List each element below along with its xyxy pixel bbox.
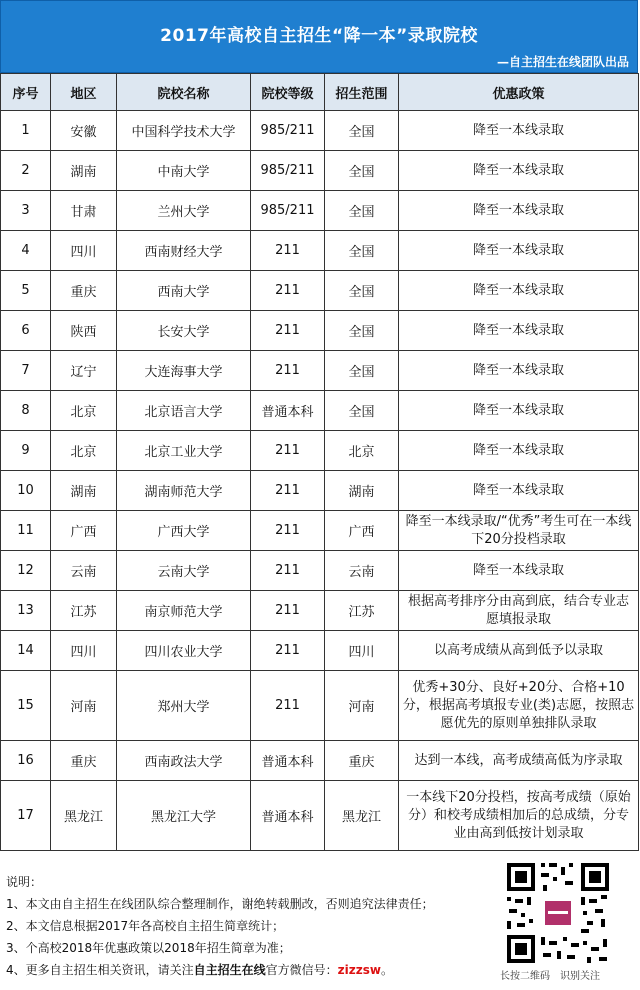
byline: —自主招生在线团队出品 — [496, 55, 629, 69]
col-header-level: 院校等级 — [251, 74, 325, 111]
row-region: 广西 — [51, 511, 117, 551]
table-row — [1, 631, 639, 671]
row-scope: 四川 — [325, 631, 399, 671]
row-policy: 降至一本线录取 — [399, 231, 639, 271]
row-scope: 湖南 — [325, 471, 399, 511]
row-region: 黑龙江 — [51, 781, 117, 851]
row-region: 四川 — [51, 231, 117, 271]
row-number: 8 — [1, 391, 51, 431]
row-level: 211 — [251, 551, 325, 591]
row-scope: 全国 — [325, 111, 399, 151]
row-level: 985/211 — [251, 111, 325, 151]
row-region: 河南 — [51, 671, 117, 741]
row-school: 云南大学 — [117, 551, 251, 591]
page-title: 2017年高校自主招生“降一本”录取院校 — [160, 26, 478, 46]
row-policy: 优秀+30分、良好+20分、合格+10分，根据高考填报专业(类)志愿，按照志愿优先的原则单独排队录取 — [399, 671, 639, 741]
row-level: 211 — [251, 231, 325, 271]
row-number: 6 — [1, 311, 51, 351]
table-row — [1, 511, 639, 551]
row-scope: 云南 — [325, 551, 399, 591]
table-row — [1, 741, 639, 781]
row-number: 5 — [1, 271, 51, 311]
row-scope: 全国 — [325, 151, 399, 191]
table-row — [1, 311, 639, 351]
table-row — [1, 781, 639, 851]
row-level: 普通本科 — [251, 391, 325, 431]
table-row — [1, 391, 639, 431]
row-number: 17 — [1, 781, 51, 851]
row-policy: 降至一本线录取 — [399, 111, 639, 151]
row-policy: 降至一本线录取 — [399, 191, 639, 231]
row-school: 长安大学 — [117, 311, 251, 351]
row-school: 北京工业大学 — [117, 431, 251, 471]
row-scope: 全国 — [325, 351, 399, 391]
row-level: 211 — [251, 431, 325, 471]
table-row — [1, 271, 639, 311]
row-scope: 江苏 — [325, 591, 399, 631]
note-4 — [6, 959, 434, 981]
row-number: 15 — [1, 671, 51, 741]
row-region: 辽宁 — [51, 351, 117, 391]
row-school: 兰州大学 — [117, 191, 251, 231]
row-number: 1 — [1, 111, 51, 151]
table-body — [1, 111, 639, 851]
admissions-table — [0, 73, 639, 851]
row-scope: 广西 — [325, 511, 399, 551]
table-row — [1, 591, 639, 631]
note-4-mid: 官方微信号： — [265, 963, 338, 977]
row-region: 江苏 — [51, 591, 117, 631]
note-3: 3、个高校2018年优惠政策以2018年招生简章为准； — [6, 941, 291, 955]
table-row — [1, 671, 639, 741]
row-region: 安徽 — [51, 111, 117, 151]
col-header-region: 地区 — [51, 74, 117, 111]
row-scope: 黑龙江 — [325, 781, 399, 851]
row-level: 211 — [251, 471, 325, 511]
row-policy: 降至一本线录取 — [399, 151, 639, 191]
row-level: 985/211 — [251, 151, 325, 191]
row-number: 14 — [1, 631, 51, 671]
row-number: 10 — [1, 471, 51, 511]
col-header-number: 序号 — [1, 74, 51, 111]
row-school: 北京语言大学 — [117, 391, 251, 431]
qr-caption: 长按二维码 识别关注 — [500, 971, 600, 982]
row-school: 西南大学 — [117, 271, 251, 311]
row-policy: 降至一本线录取 — [399, 551, 639, 591]
row-policy: 达到一本线，高考成绩高低为序录取 — [399, 741, 639, 781]
row-level: 211 — [251, 311, 325, 351]
qr-code[interactable] — [503, 859, 613, 967]
row-region: 四川 — [51, 631, 117, 671]
row-scope: 重庆 — [325, 741, 399, 781]
table-row — [1, 191, 639, 231]
wechat-id: zizzsw — [337, 963, 381, 977]
row-school: 四川农业大学 — [117, 631, 251, 671]
row-region: 重庆 — [51, 741, 117, 781]
notes — [6, 871, 434, 981]
row-level: 985/211 — [251, 191, 325, 231]
row-level: 211 — [251, 511, 325, 551]
row-level: 211 — [251, 271, 325, 311]
row-level: 211 — [251, 631, 325, 671]
row-policy: 降至一本线录取 — [399, 391, 639, 431]
table-row — [1, 231, 639, 271]
row-number: 12 — [1, 551, 51, 591]
note-4-end: 。 — [380, 963, 393, 977]
row-region: 重庆 — [51, 271, 117, 311]
row-policy: 降至一本线录取 — [399, 471, 639, 511]
row-region: 北京 — [51, 431, 117, 471]
row-number: 13 — [1, 591, 51, 631]
note-2: 2、本文信息根据2017年各高校自主招生简章统计； — [6, 919, 285, 933]
table-row — [1, 431, 639, 471]
row-number: 3 — [1, 191, 51, 231]
row-scope: 全国 — [325, 391, 399, 431]
row-level: 普通本科 — [251, 741, 325, 781]
row-school: 湖南师范大学 — [117, 471, 251, 511]
row-school: 郑州大学 — [117, 671, 251, 741]
row-policy: 降至一本线录取 — [399, 431, 639, 471]
title-banner — [0, 0, 638, 73]
qr-code-icon — [503, 859, 613, 967]
row-school: 南京师范大学 — [117, 591, 251, 631]
row-school: 中南大学 — [117, 151, 251, 191]
table-row — [1, 471, 639, 511]
row-region: 湖南 — [51, 151, 117, 191]
col-header-policy: 优惠政策 — [399, 74, 639, 111]
notes-heading: 说明： — [6, 875, 43, 889]
footer — [0, 853, 638, 990]
row-region: 北京 — [51, 391, 117, 431]
table-row — [1, 551, 639, 591]
row-scope: 全国 — [325, 231, 399, 271]
row-scope: 河南 — [325, 671, 399, 741]
row-number: 2 — [1, 151, 51, 191]
row-number: 11 — [1, 511, 51, 551]
row-region: 甘肃 — [51, 191, 117, 231]
row-level: 211 — [251, 671, 325, 741]
row-school: 西南财经大学 — [117, 231, 251, 271]
note-1: 1、本文由自主招生在线团队综合整理制作，谢绝转载删改，否则追究法律责任； — [6, 897, 434, 911]
row-level: 普通本科 — [251, 781, 325, 851]
note-4-prefix: 4、更多自主招生相关资讯，请关注 — [6, 963, 194, 977]
row-policy: 降至一本线录取 — [399, 351, 639, 391]
table-row — [1, 151, 639, 191]
row-policy: 以高考成绩从高到低予以录取 — [399, 631, 639, 671]
row-policy: 降至一本线录取 — [399, 311, 639, 351]
row-region: 云南 — [51, 551, 117, 591]
table-header-row — [1, 74, 639, 111]
row-school: 黑龙江大学 — [117, 781, 251, 851]
row-policy: 降至一本线录取/“优秀”考生可在一本线下20分投档录取 — [399, 511, 639, 551]
row-school: 西南政法大学 — [117, 741, 251, 781]
row-level: 211 — [251, 351, 325, 391]
row-scope: 全国 — [325, 191, 399, 231]
row-region: 陕西 — [51, 311, 117, 351]
table-row — [1, 351, 639, 391]
row-region: 湖南 — [51, 471, 117, 511]
row-policy: 降至一本线录取 — [399, 271, 639, 311]
row-school: 广西大学 — [117, 511, 251, 551]
row-scope: 全国 — [325, 271, 399, 311]
col-header-scope: 招生范围 — [325, 74, 399, 111]
table-row — [1, 111, 639, 151]
brand-name: 自主招生在线 — [193, 963, 266, 977]
row-scope: 北京 — [325, 431, 399, 471]
row-number: 9 — [1, 431, 51, 471]
col-header-school: 院校名称 — [117, 74, 251, 111]
row-number: 16 — [1, 741, 51, 781]
row-school: 中国科学技术大学 — [117, 111, 251, 151]
row-policy: 根据高考排序分由高到底，结合专业志愿填报录取 — [399, 591, 639, 631]
row-number: 7 — [1, 351, 51, 391]
row-level: 211 — [251, 591, 325, 631]
row-policy: 一本线下20分投档，按高考成绩（原始分）和校考成绩相加后的总成绩，分专业由高到低按计划录取 — [399, 781, 639, 851]
row-scope: 全国 — [325, 311, 399, 351]
row-school: 大连海事大学 — [117, 351, 251, 391]
row-number: 4 — [1, 231, 51, 271]
